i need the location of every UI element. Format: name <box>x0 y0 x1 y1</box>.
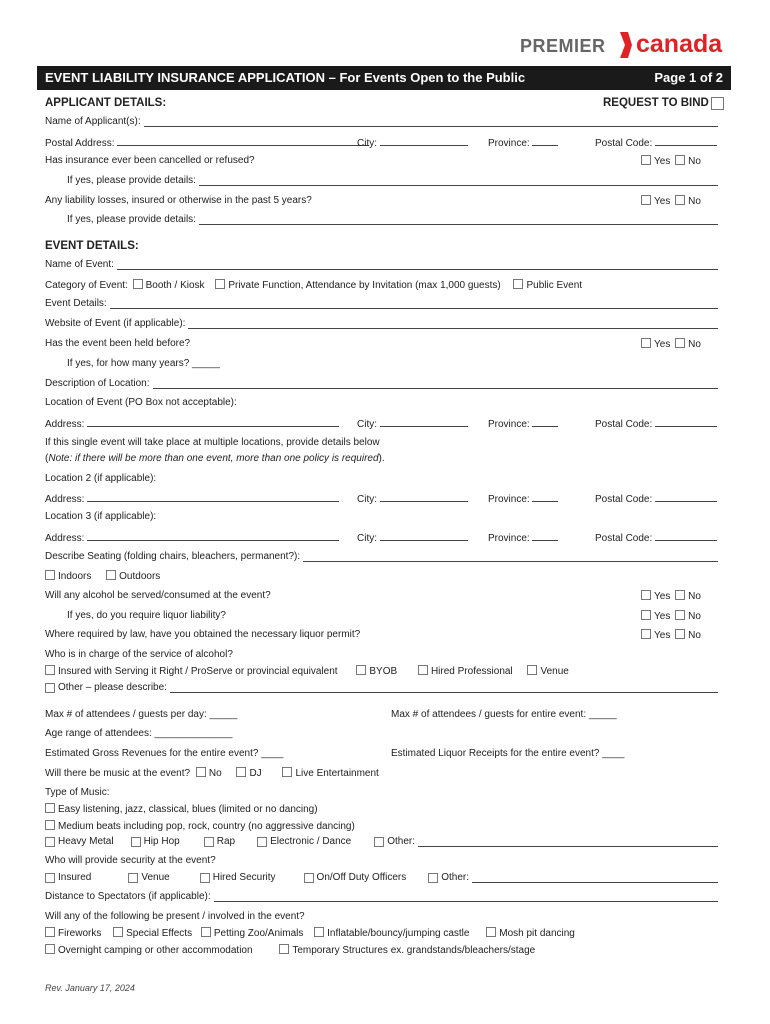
mosh-checkbox[interactable] <box>486 927 496 937</box>
province-label: Province: <box>488 138 530 149</box>
no-label: No <box>688 339 701 350</box>
category-label: Category of Event: <box>45 280 128 291</box>
how-many-years[interactable]: If yes, for how many years? _____ <box>67 358 220 369</box>
sec-other-label: Other: <box>441 872 470 883</box>
no-label: No <box>688 156 701 167</box>
postal-code-field[interactable] <box>655 417 717 427</box>
city-field[interactable] <box>380 136 468 146</box>
inflatable-checkbox[interactable] <box>314 927 324 937</box>
music-no-checkbox[interactable] <box>196 767 206 777</box>
private-checkbox[interactable] <box>215 279 225 289</box>
yes-label: Yes <box>654 196 671 207</box>
seating-label: Describe Seating (folding chairs, bleachers, permanent?): <box>45 551 301 562</box>
postal-address-label: Postal Address: <box>45 138 115 149</box>
cancelled-details-label: If yes, please provide details: <box>67 175 196 186</box>
music-live-label: Live Entertainment <box>295 768 379 779</box>
logo-canada-text: canada <box>636 30 723 58</box>
event-name-label: Name of Event: <box>45 259 114 270</box>
logo-premier-text: PREMIER <box>520 36 606 56</box>
checkbox[interactable] <box>45 665 55 675</box>
inflatable-label: Inflatable/bouncy/jumping castle <box>327 928 470 939</box>
present-options-row2 <box>45 944 535 956</box>
private-label: Private Function, Attendance by Invitation (max 1,000 guests) <box>228 280 501 291</box>
alcohol-yes-no <box>641 590 701 602</box>
music-dj-label: DJ <box>249 768 262 779</box>
no-label: No <box>688 591 701 602</box>
permit-question: Where required by law, have you obtained the necessary liquor permit? <box>45 629 361 640</box>
note-italic: Note: if there will be more than one event, more than one policy is required <box>48 453 379 464</box>
distance-field[interactable] <box>214 892 718 902</box>
checkbox[interactable] <box>675 155 685 165</box>
structures-checkbox[interactable] <box>279 944 289 954</box>
camping-label: Overnight camping or other accommodation <box>58 945 253 956</box>
indoor-outdoor-row <box>45 570 160 582</box>
province-field[interactable] <box>532 136 558 146</box>
outdoors-label: Outdoors <box>119 571 161 582</box>
security-question: Who will provide security at the event? <box>45 855 216 866</box>
website-field[interactable] <box>188 319 718 329</box>
music-rap-label: Rap <box>216 836 236 847</box>
sec-venue-checkbox[interactable] <box>128 873 138 883</box>
checkbox[interactable] <box>641 195 651 205</box>
music-question: Will there be music at the event? <box>45 768 191 779</box>
present-options-row1 <box>45 927 575 939</box>
address-label: Address: <box>45 533 85 544</box>
music-hiphop-checkbox[interactable] <box>131 837 141 847</box>
music-electronic-checkbox[interactable] <box>257 837 267 847</box>
yes-label: Yes <box>654 630 671 641</box>
music-rap-checkbox[interactable] <box>204 837 214 847</box>
postal-code-field[interactable] <box>655 531 717 541</box>
postal-code-label: Postal Code: <box>595 138 653 149</box>
checkbox[interactable] <box>418 665 428 675</box>
music-dj-checkbox[interactable] <box>236 767 246 777</box>
city-label: City: <box>357 494 377 505</box>
city-label: City: <box>357 138 377 149</box>
svc-hired-label: Hired Professional <box>430 666 513 677</box>
province-field[interactable] <box>532 492 558 502</box>
desc-location-label: Description of Location: <box>45 378 150 389</box>
form-header-bar <box>37 66 731 90</box>
checkbox[interactable] <box>641 338 651 348</box>
zoo-checkbox[interactable] <box>201 927 211 937</box>
sec-hired-checkbox[interactable] <box>200 873 210 883</box>
effects-checkbox[interactable] <box>113 927 123 937</box>
city-label: City: <box>357 419 377 430</box>
revision-date: Rev. January 17, 2024 <box>45 983 135 993</box>
desc-location-field[interactable] <box>153 379 718 389</box>
no-label: No <box>688 630 701 641</box>
checkbox[interactable] <box>641 155 651 165</box>
request-to-bind-label: REQUEST TO BIND <box>603 97 709 109</box>
distance-label: Distance to Spectators (if applicable): <box>45 891 211 902</box>
alcohol-question: Will any alcohol be served/consumed at the event? <box>45 590 271 601</box>
page-number: Page 1 of 2 <box>654 70 723 85</box>
losses-yes-no <box>641 195 701 207</box>
fireworks-checkbox[interactable] <box>45 927 55 937</box>
province-label: Province: <box>488 533 530 544</box>
music-medium-label: Medium beats including pop, rock, country (no aggressive dancing) <box>58 821 355 832</box>
music-other-field[interactable] <box>418 837 718 847</box>
present-question: Will any of the following be present / involved in the event? <box>45 911 305 922</box>
location-label: Location of Event (PO Box not acceptable): <box>45 397 237 408</box>
category-row <box>45 279 582 291</box>
permit-yes-no <box>641 629 701 641</box>
sec-other-field[interactable] <box>472 873 718 883</box>
effects-label: Special Effects <box>126 928 193 939</box>
indoors-label: Indoors <box>58 571 92 582</box>
postal-code-label: Postal Code: <box>595 494 653 505</box>
city-field[interactable] <box>380 492 468 502</box>
request-to-bind-checkbox[interactable] <box>711 97 724 110</box>
city-label: City: <box>357 533 377 544</box>
service-question: Who is in charge of the service of alcohol? <box>45 649 233 660</box>
age-range[interactable]: Age range of attendees: ______________ <box>45 728 233 739</box>
checkbox[interactable] <box>675 195 685 205</box>
gross-revenue[interactable]: Estimated Gross Revenues for the entire event? ____ <box>45 748 284 759</box>
postal-code-label: Postal Code: <box>595 533 653 544</box>
svc-other-checkbox[interactable] <box>45 683 55 693</box>
svc-other-field[interactable] <box>170 683 718 693</box>
sec-hired-label: Hired Security <box>212 872 276 883</box>
yes-label: Yes <box>654 591 671 602</box>
music-medium-checkbox[interactable] <box>45 820 55 830</box>
city-field[interactable] <box>380 417 468 427</box>
yes-label: Yes <box>654 156 671 167</box>
checkbox[interactable] <box>641 629 651 639</box>
address-field[interactable] <box>87 531 339 541</box>
music-electronic-label: Electronic / Dance <box>270 836 352 847</box>
province-field[interactable] <box>532 417 558 427</box>
sec-offduty-label: On/Off Duty Officers <box>316 872 407 883</box>
mosh-label: Mosh pit dancing <box>499 928 575 939</box>
losses-details-label: If yes, please provide details: <box>67 214 196 225</box>
postal-code-field[interactable] <box>655 492 717 502</box>
multi-location-note: If this single event will take place at multiple locations, provide details below <box>45 437 380 448</box>
liquor-receipts[interactable]: Estimated Liquor Receipts for the entire event? ____ <box>391 748 625 759</box>
music-hiphop-label: Hip Hop <box>143 836 180 847</box>
music-easy-checkbox[interactable] <box>45 803 55 813</box>
liquor-liability-question: If yes, do you require liquor liability? <box>67 610 226 621</box>
music-type-label: Type of Music: <box>45 787 110 798</box>
location3-label: Location 3 (if applicable): <box>45 511 157 522</box>
website-label: Website of Event (if applicable): <box>45 318 186 329</box>
checkbox[interactable] <box>675 590 685 600</box>
music-no-label: No <box>208 768 222 779</box>
losses-question: Any liability losses, insured or otherwise in the past 5 years? <box>45 195 312 206</box>
camping-checkbox[interactable] <box>45 944 55 954</box>
postal-code-field[interactable] <box>655 136 717 146</box>
checkbox[interactable] <box>675 629 685 639</box>
indoors-checkbox[interactable] <box>45 570 55 580</box>
max-attendees-day[interactable]: Max # of attendees / guests per day: _____ <box>45 709 238 720</box>
sec-offduty-checkbox[interactable] <box>304 873 314 883</box>
music-easy-label: Easy listening, jazz, classical, blues (limited or no dancing) <box>58 804 318 815</box>
music-heavy-checkbox[interactable] <box>45 837 55 847</box>
sec-insured-label: Insured <box>58 872 92 883</box>
event-name-field[interactable] <box>117 260 718 270</box>
yes-label: Yes <box>654 611 671 622</box>
max-attendees-event[interactable]: Max # of attendees / guests for entire event: _____ <box>391 709 617 720</box>
applicant-name-field[interactable] <box>144 117 718 127</box>
service-options-row <box>45 665 569 677</box>
no-label: No <box>688 196 701 207</box>
cancelled-question: Has insurance ever been cancelled or refused? <box>45 155 255 166</box>
postal-address-field[interactable] <box>117 136 369 146</box>
structures-label: Temporary Structures ex. grandstands/bleachers/stage <box>292 945 536 956</box>
losses-details-field[interactable] <box>199 215 718 225</box>
yes-label: Yes <box>654 339 671 350</box>
no-label: No <box>688 611 701 622</box>
province-field[interactable] <box>532 531 558 541</box>
checkbox[interactable] <box>356 665 366 675</box>
booth-checkbox[interactable] <box>133 279 143 289</box>
checkbox[interactable] <box>641 610 651 620</box>
province-label: Province: <box>488 419 530 430</box>
liquor-liability-yes-no <box>641 610 701 622</box>
address-label: Address: <box>45 494 85 505</box>
event-details-label: Event Details: <box>45 298 107 309</box>
address-label: Address: <box>45 419 85 430</box>
cancelled-details-field[interactable] <box>199 176 718 186</box>
svc-insured-label: Insured with Serving it Right / ProServe or provincial equivalent <box>58 666 338 677</box>
svc-venue-label: Venue <box>540 666 569 677</box>
fireworks-label: Fireworks <box>58 928 102 939</box>
music-other-checkbox[interactable] <box>374 837 384 847</box>
logo-swoosh-icon <box>618 32 634 58</box>
checkbox[interactable] <box>675 610 685 620</box>
music-row <box>45 767 379 779</box>
zoo-label: Petting Zoo/Animals <box>213 928 304 939</box>
music-heavy-label: Heavy Metal <box>58 836 114 847</box>
event-details-field[interactable] <box>110 299 718 309</box>
location2-label: Location 2 (if applicable): <box>45 473 157 484</box>
outdoors-checkbox[interactable] <box>106 570 116 580</box>
music-other-label: Other: <box>387 836 416 847</box>
held-before-question: Has the event been held before? <box>45 338 191 349</box>
postal-code-label: Postal Code: <box>595 419 653 430</box>
address-field[interactable] <box>87 417 339 427</box>
booth-label: Booth / Kiosk <box>145 280 205 291</box>
checkbox[interactable] <box>641 590 651 600</box>
checkbox[interactable] <box>675 338 685 348</box>
event-heading: EVENT DETAILS: <box>45 240 139 252</box>
sec-insured-checkbox[interactable] <box>45 873 55 883</box>
form-title: EVENT LIABILITY INSURANCE APPLICATION – For Events Open to the Public <box>45 70 526 85</box>
held-before-yes-no <box>641 338 701 350</box>
public-checkbox[interactable] <box>513 279 523 289</box>
public-label: Public Event <box>526 280 583 291</box>
address-field[interactable] <box>87 492 339 502</box>
music-live-checkbox[interactable] <box>282 767 292 777</box>
sec-other-checkbox[interactable] <box>428 873 438 883</box>
svc-other-label: Other – please describe: <box>58 682 167 693</box>
cancelled-yes-no <box>641 155 701 167</box>
province-label: Province: <box>488 494 530 505</box>
svc-byob-label: BYOB <box>369 666 398 677</box>
multi-policy-note: (Note: if there will be more than one event, more than one policy is required). <box>45 453 385 464</box>
applicant-name-label: Name of Applicant(s): <box>45 116 141 127</box>
checkbox[interactable] <box>527 665 537 675</box>
seating-field[interactable] <box>303 552 718 562</box>
city-field[interactable] <box>380 531 468 541</box>
sec-venue-label: Venue <box>141 872 170 883</box>
applicant-heading: APPLICANT DETAILS: <box>45 97 167 109</box>
